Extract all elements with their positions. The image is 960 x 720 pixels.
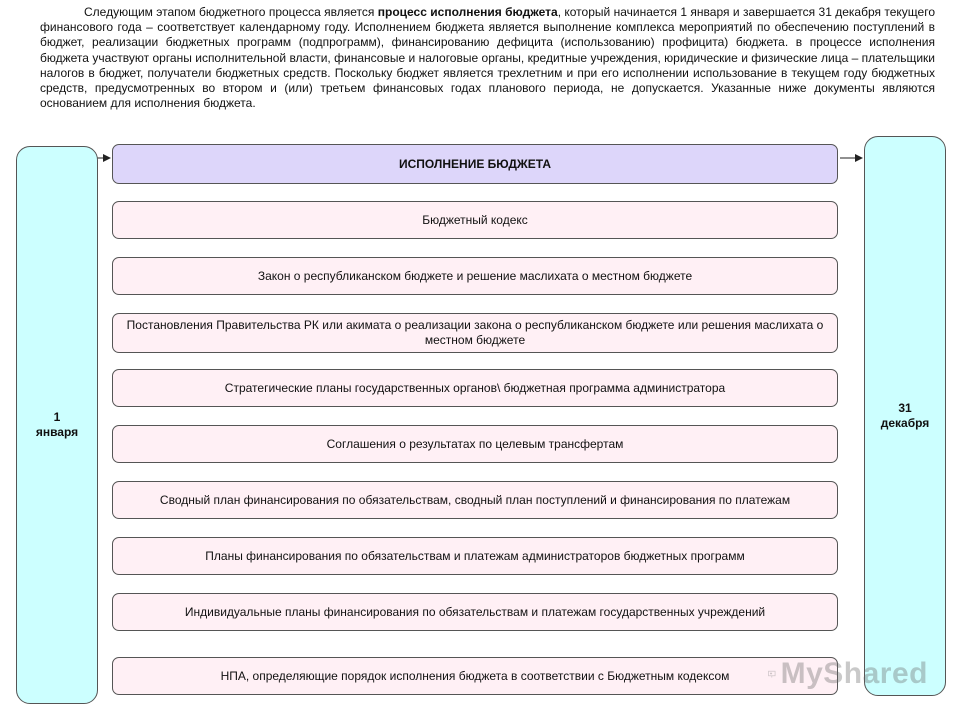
doc-transfer-agreements: Соглашения о результатах по целевым трансфертам bbox=[112, 425, 838, 463]
doc-admin-financing-plans: Планы финансирования по обязательствам и платежам администраторов бюджетных программ bbox=[112, 537, 838, 575]
start-month: января bbox=[35, 425, 79, 439]
start-date-box bbox=[16, 146, 98, 704]
start-day: 1 bbox=[53, 410, 61, 424]
doc-normative-acts: НПА, определяющие порядок исполнения бюджета в соответствии с Бюджетным кодексом bbox=[112, 657, 838, 695]
doc-budget-code: Бюджетный кодекс bbox=[112, 201, 838, 239]
doc-strategic-plans: Стратегические планы государственных органов\ бюджетная программа администратора bbox=[112, 369, 838, 407]
end-day: 31 bbox=[898, 401, 912, 415]
presentation-icon bbox=[768, 659, 777, 689]
watermark-logo bbox=[768, 656, 928, 692]
doc-budget-law: Закон о республиканском бюджете и решение маслихата о местном бюджете bbox=[112, 257, 838, 295]
intro-bold-term: процесс исполнения бюджета bbox=[377, 5, 558, 19]
intro-text-rest: , который начинается 1 января и завершается 31 декабря текущего финансового года – соответствует календарному году. Исполнением бюджета является выполнение комплекса мероприятий по обеспечению поступлений в бюджет, реализации бюджетных программ (подпрограмм), финансированию дефицита (использованию) профицита) бюджета. в процессе исполнения бюджета участвуют органы исполнительной власти, финансовые и налоговые органы, кредитные учреждения, юридические и физические лица – плательщики налогов в бюджет, получатели бюджетных средств. Поскольку бюджет является трехлетним и при его исполнении использование в текущем году бюджетных средств, предусмотренных во втором и (или) третьем финансовых годах планового периода, не допускается. Указанные ниже документы являются основанием для исполнения бюджета. bbox=[40, 5, 936, 111]
doc-government-resolutions: Постановления Правительства РК или акимата о реализации закона о республиканском бюджете или решения маслихата о местном бюджете bbox=[112, 313, 838, 353]
end-date-box bbox=[864, 136, 946, 696]
end-month: декабря bbox=[880, 416, 930, 430]
doc-consolidated-plan: Сводный план финансирования по обязательствам, сводный план поступлений и финансирования по платежам bbox=[112, 481, 838, 519]
watermark-text: MyShared bbox=[780, 657, 928, 690]
doc-individual-plans: Индивидуальные планы финансирования по обязательствам и платежам государственных учреждений bbox=[112, 593, 838, 631]
intro-text-start: Следующим этапом бюджетного процесса является bbox=[84, 5, 378, 19]
budget-execution-header: ИСПОЛНЕНИЕ БЮДЖЕТА bbox=[112, 144, 838, 184]
